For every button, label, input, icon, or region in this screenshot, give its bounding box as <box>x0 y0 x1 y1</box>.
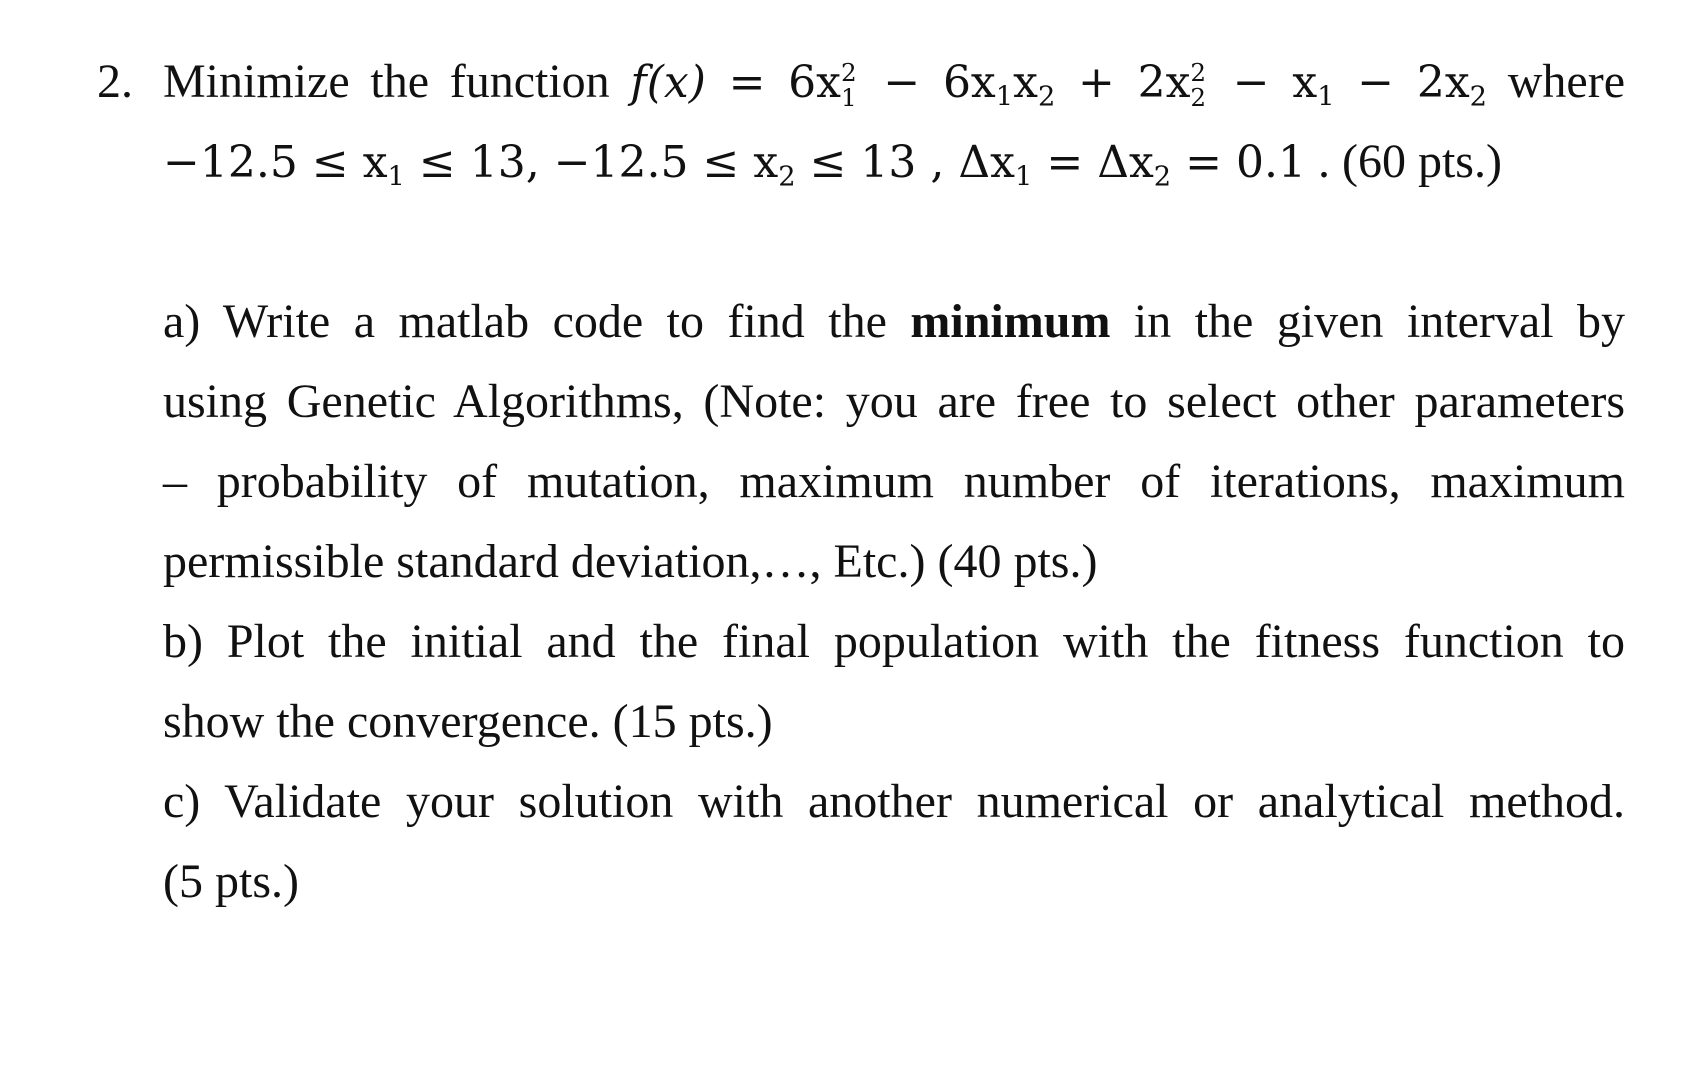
step-size: = 0.1 <box>1185 137 1306 188</box>
part-b-line-1: b) Plot the initial and the final population with the fitness function to <box>163 615 1625 668</box>
part-c-line-2: (5 pts.) <box>163 855 299 908</box>
function-lhs: f(x) = <box>630 57 766 108</box>
problem-intro: Minimize the function <box>163 55 610 108</box>
problem-statement-line-1 <box>163 52 1625 113</box>
objective-function: f(x) = 6x 2 1 − $6x_1x_2 + 2x$ 2 2 − $x_1 - 2x_2$ <box>630 57 1488 113</box>
part-a-line-1 <box>163 292 1625 352</box>
constraint-lower-1: −12.5 ≤ <box>163 137 349 188</box>
delta-x1: Δx <box>958 137 1015 188</box>
problem-points: . (60 pts.) <box>1317 135 1502 188</box>
part-a-bold-minimum: minimum <box>910 295 1111 348</box>
function-term-4: x <box>1292 57 1318 108</box>
part-b-line-2: show the convergence. (15 pts.) <box>163 695 773 748</box>
part-a-text-pre: a) Write a matlab code to find the <box>163 295 887 348</box>
function-term-3: 2x <box>1137 57 1191 108</box>
part-a-line-4: permissible standard deviation,…, Etc.) (40 pts.) <box>163 535 1098 588</box>
delta-x2: = Δx <box>1046 137 1154 188</box>
part-a-line-2: using Genetic Algorithms, (Note: you are free to select other parameters <box>163 375 1625 428</box>
constraint-upper-1: ≤ 13, −12.5 ≤ <box>418 137 740 188</box>
function-term-1: 6x <box>788 57 841 108</box>
part-c-line-1: c) Validate your solution with another numerical or analytical method. <box>163 775 1625 828</box>
constraints: $-12.5 \le x_1 \le 13$, $-12.5 \le x_2 \le 13$ , $\Delta x_1 = \Delta x_2 = 0.1$ <box>163 137 1306 193</box>
problem-where: where <box>1507 55 1626 108</box>
function-term-5: 2x <box>1416 57 1470 108</box>
part-a-text-post: in the given interval by <box>1133 295 1626 348</box>
constraint-upper-2: ≤ 13 , <box>809 137 945 188</box>
function-term-2: 6x <box>942 57 996 108</box>
problem-statement-line-2 <box>163 132 1625 193</box>
problem-number: 2. <box>97 55 133 108</box>
part-a-line-3: – probability of mutation, maximum number of iterations, maximum <box>163 455 1625 508</box>
